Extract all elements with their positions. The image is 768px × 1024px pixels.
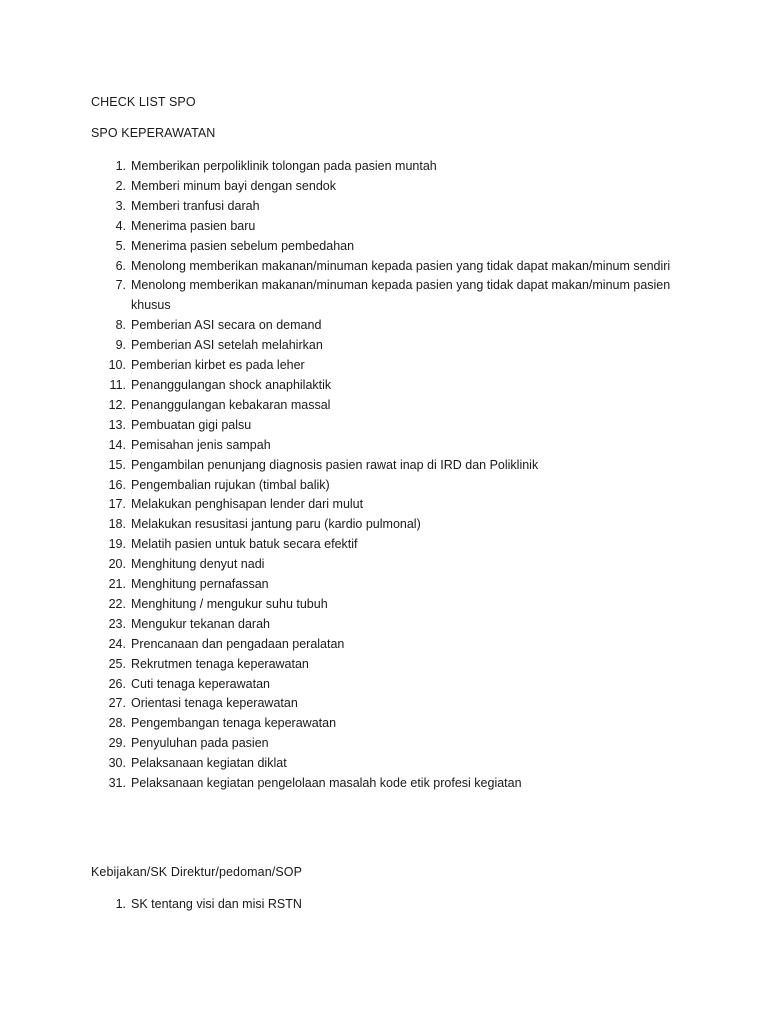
list-item-text: Rekrutmen tenaga keperawatan xyxy=(131,656,309,671)
spo-keperawatan-list xyxy=(91,157,691,794)
list-item-text: Menghitung / mengukur suhu tubuh xyxy=(131,596,328,611)
list-item-text: Pengembangan tenaga keperawatan xyxy=(131,716,337,731)
section-heading-spo-keperawatan: SPO KEPERAWATAN xyxy=(91,126,216,140)
list-item xyxy=(91,774,691,794)
list-item xyxy=(91,376,691,396)
list-item xyxy=(91,456,691,476)
list-item-text: Pengambilan penunjang diagnosis pasien rawat inap di IRD dan Poliklinik xyxy=(131,457,539,472)
list-item-number: 14. xyxy=(108,437,126,452)
list-item xyxy=(91,356,691,376)
list-item-number: 16. xyxy=(108,477,126,492)
list-item-number: 25. xyxy=(108,656,126,671)
list-item-text: Menerima pasien baru xyxy=(131,218,256,233)
list-item xyxy=(91,515,691,535)
list-item-text: Pemberian kirbet es pada leher xyxy=(131,358,305,373)
list-item xyxy=(91,694,691,714)
list-item-text: Pembuatan gigi palsu xyxy=(131,417,252,432)
list-item-text: Melakukan penghisapan lender dari mulut xyxy=(131,497,364,512)
list-item xyxy=(91,655,691,675)
list-item xyxy=(91,476,691,496)
list-item-text: Penyuluhan pada pasien xyxy=(131,736,269,751)
list-item xyxy=(91,575,691,595)
list-item-number: 8. xyxy=(115,318,126,333)
list-item-text: Menolong memberikan makanan/minuman kepada pasien yang tidak dapat makan/minum sendiri xyxy=(131,258,671,273)
list-item-number: 15. xyxy=(108,457,126,472)
list-item-number: 4. xyxy=(115,218,126,233)
list-item-text: Memberi minum bayi dengan sendok xyxy=(131,178,336,193)
list-item xyxy=(91,177,691,197)
list-item xyxy=(91,595,691,615)
list-item-number: 17. xyxy=(108,497,126,512)
list-item-number: 18. xyxy=(108,517,126,532)
list-item-number: 30. xyxy=(108,756,126,771)
list-item-number: 5. xyxy=(115,238,126,253)
list-item-number: 13. xyxy=(108,417,126,432)
list-item-text: Prencanaan dan pengadaan peralatan xyxy=(131,636,345,651)
list-item xyxy=(91,416,691,436)
list-item-text: Mengukur tekanan darah xyxy=(131,616,270,631)
list-item-text: SK tentang visi dan misi RSTN xyxy=(131,897,302,911)
list-item xyxy=(91,895,691,915)
list-item-number: 31. xyxy=(108,776,126,791)
list-item-text: Pemberian ASI secara on demand xyxy=(131,318,322,333)
list-item-text: Cuti tenaga keperawatan xyxy=(131,676,270,691)
list-item xyxy=(91,237,691,257)
list-item-text: Memberi tranfusi darah xyxy=(131,198,260,213)
list-item xyxy=(91,316,691,336)
list-item-text: Pelaksanaan kegiatan diklat xyxy=(131,756,287,771)
list-item-number: 23. xyxy=(108,616,126,631)
list-item-number: 29. xyxy=(108,736,126,751)
list-item-number: 3. xyxy=(115,198,126,213)
list-item-text: Melatih pasien untuk batuk secara efektif xyxy=(131,537,358,552)
list-item xyxy=(91,217,691,237)
list-item xyxy=(91,555,691,575)
list-item-text: Pemisahan jenis sampah xyxy=(131,437,271,452)
list-item xyxy=(91,635,691,655)
list-item-number: 28. xyxy=(108,716,126,731)
list-item-text: Orientasi tenaga keperawatan xyxy=(131,696,298,711)
list-item xyxy=(91,535,691,555)
list-item-number: 20. xyxy=(108,557,126,572)
list-item-text: Penanggulangan kebakaran massal xyxy=(131,397,331,412)
list-item xyxy=(91,336,691,356)
list-item-number: 1. xyxy=(115,159,126,173)
list-item-text: Melakukan resusitasi jantung paru (kardio pulmonal) xyxy=(131,517,421,532)
list-item-text: Menerima pasien sebelum pembedahan xyxy=(131,238,355,253)
list-item xyxy=(91,396,691,416)
list-item-number: 27. xyxy=(108,696,126,711)
kebijakan-list xyxy=(91,895,691,915)
document-title: CHECK LIST SPO xyxy=(91,95,196,109)
list-item xyxy=(91,157,691,177)
list-item-number: 21. xyxy=(108,577,126,592)
list-item-number: 22. xyxy=(108,596,126,611)
list-item-number: 9. xyxy=(115,338,126,353)
section-heading-kebijakan: Kebijakan/SK Direktur/pedoman/SOP xyxy=(91,865,303,879)
list-item xyxy=(91,257,691,277)
list-item xyxy=(91,197,691,217)
list-item xyxy=(91,615,691,635)
list-item-text: Pelaksanaan kegiatan pengelolaan masalah kode etik profesi kegiatan xyxy=(131,776,522,791)
list-item xyxy=(91,714,691,734)
list-item-number: 2. xyxy=(115,178,126,193)
list-item-text: Menolong memberikan makanan/minuman kepada pasien yang tidak dapat makan/minum pasien khusus xyxy=(131,278,671,313)
list-item-number: 10. xyxy=(108,358,126,373)
list-item-number: 24. xyxy=(108,636,126,651)
list-item-text: Pengembalian rujukan (timbal balik) xyxy=(131,477,330,492)
list-item xyxy=(91,436,691,456)
list-item-text: Penanggulangan shock anaphilaktik xyxy=(131,377,332,392)
list-item xyxy=(91,675,691,695)
list-item-text: Pemberian ASI setelah melahirkan xyxy=(131,338,323,353)
list-item-number: 12. xyxy=(108,397,126,412)
list-item-number: 6. xyxy=(115,258,126,273)
list-item xyxy=(91,734,691,754)
list-item-number: 19. xyxy=(108,537,126,552)
list-item xyxy=(91,754,691,774)
list-item-number: 11. xyxy=(109,377,126,392)
list-item-number: 1. xyxy=(115,897,126,911)
list-item-number: 26. xyxy=(108,676,126,691)
list-item-text: Menghitung pernafassan xyxy=(131,577,269,592)
list-item-text: Memberikan perpoliklinik tolongan pada pasien muntah xyxy=(131,159,437,173)
list-item-text: Menghitung denyut nadi xyxy=(131,557,265,572)
list-item xyxy=(91,276,691,316)
list-item-number: 7. xyxy=(115,278,126,293)
list-item xyxy=(91,495,691,515)
